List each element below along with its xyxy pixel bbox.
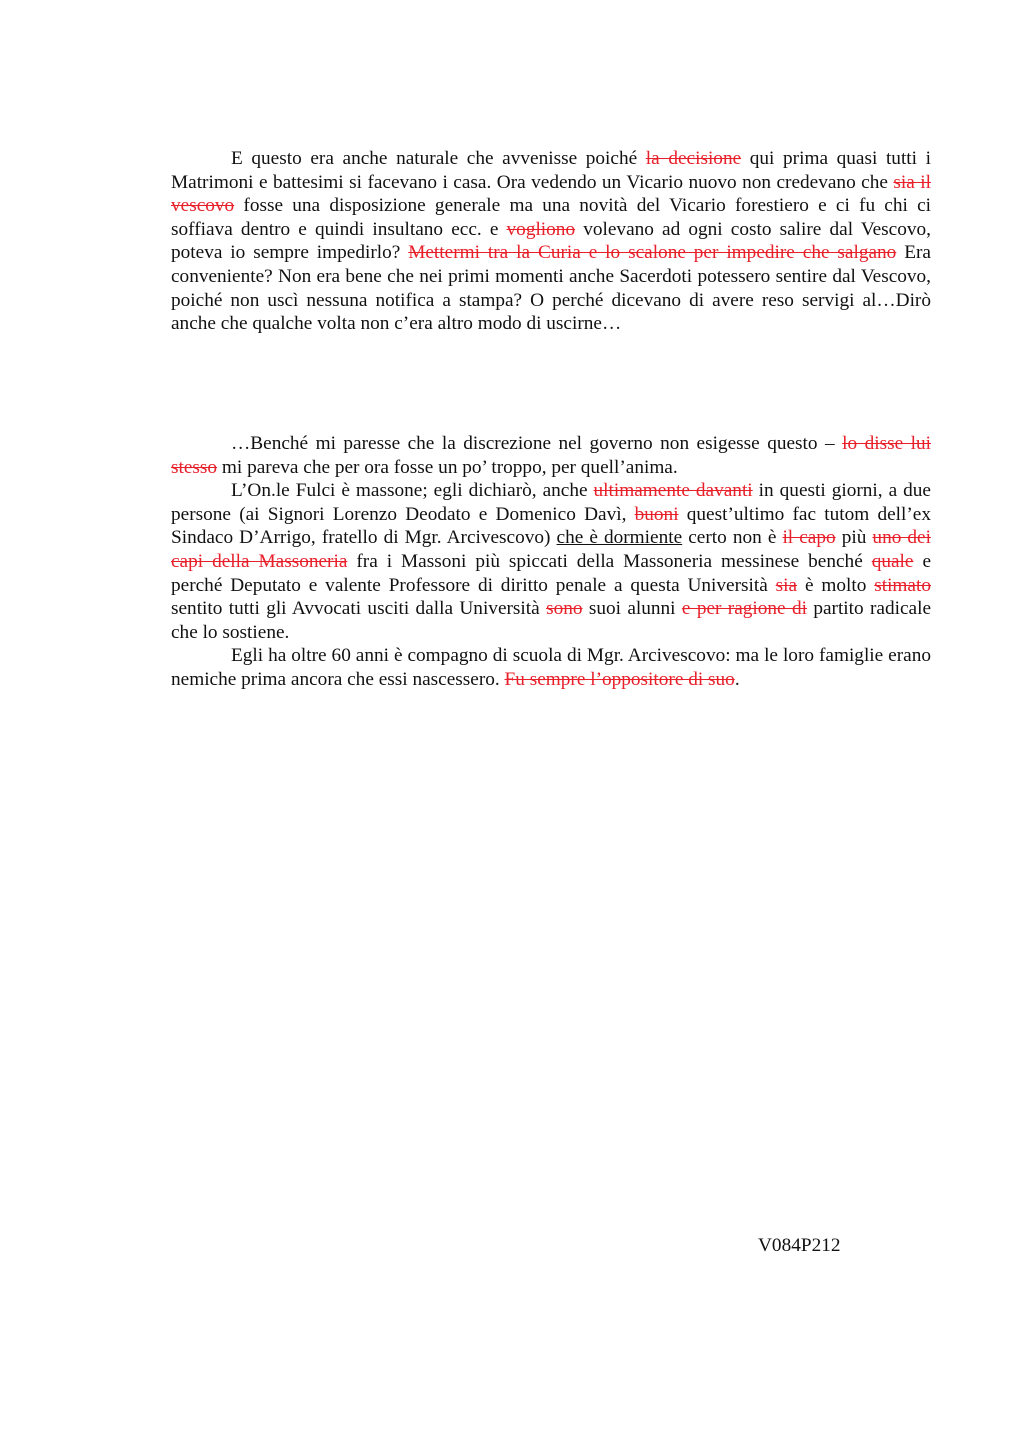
text-span: suoi alunni xyxy=(582,598,682,620)
deleted-text: sia xyxy=(775,574,798,596)
text-span: . xyxy=(734,668,740,690)
underlined-text: che è dormiente xyxy=(556,527,683,549)
text-span: sentito tutti gli Avvocati usciti dalla Università xyxy=(171,598,547,620)
deleted-text: quale xyxy=(871,550,914,572)
text-span: certo non è xyxy=(682,527,783,549)
deleted-text: Mettermi tra la Curia e lo scalone per impedire che salgano xyxy=(408,242,897,264)
deleted-text: ultimamente davanti xyxy=(593,480,753,502)
deleted-text: Fu sempre l’oppositore di suo xyxy=(504,668,735,690)
text-span: L’On.le Fulci è massone; egli dichiarò, anche xyxy=(231,480,594,502)
text-span: volevano ad ogni costo salire dal Vescovo, poteva io sempre impedirlo? xyxy=(171,218,931,264)
deleted-text: sono xyxy=(546,598,583,620)
text-span: fosse una disposizione generale ma una novità del Vicario forestiero e ci fu chi ci soffiava dentro e quindi insultano ecc. e xyxy=(171,195,931,240)
page-code: V084P212 xyxy=(758,1235,841,1256)
text-span: E questo era anche naturale che avvenisse poiché xyxy=(231,148,646,169)
deleted-text: sia il vescovo xyxy=(171,171,932,217)
deleted-text: vogliono xyxy=(506,218,576,240)
text-span: mi pareva che per ora fosse un po’ troppo, per quell’anima. xyxy=(217,456,678,478)
text-span: più xyxy=(835,527,873,549)
text-block-second xyxy=(171,432,931,692)
deleted-text: il capo xyxy=(782,527,836,549)
deleted-text: stimato xyxy=(874,574,931,596)
paragraph xyxy=(171,644,931,691)
text-span: Era conveniente? Non era bene che nei primi momenti anche Sacerdoti potessero sentire dal Vescovo, poiché non uscì nessuna notifica a stampa? O perché dicevano di avere reso servigi al…Dirò anche che qualche volta non c’era altro modo di uscirne… xyxy=(171,242,931,335)
text-block-first xyxy=(171,147,931,336)
paragraph xyxy=(171,479,931,644)
deleted-text: uno dei capi della Massoneria xyxy=(171,527,931,572)
deleted-text: lo disse lui stesso xyxy=(171,433,931,478)
text-span: in questi giorni, a due persone (ai Signori Lorenzo Deodato e Domenico Davì, xyxy=(171,480,931,525)
text-span: …Benché mi paresse che la discrezione nel governo non esigesse questo – xyxy=(231,433,843,454)
text-span: fra i Massoni più spiccati della Massoneria messinese benché xyxy=(347,550,872,572)
deleted-text: la decisione xyxy=(645,148,742,169)
paragraph xyxy=(171,147,931,336)
text-span: partito radicale che lo sostiene. xyxy=(171,598,932,643)
deleted-text: e per ragione di xyxy=(681,598,807,620)
paragraph xyxy=(171,432,931,479)
deleted-text: buoni xyxy=(634,503,679,525)
text-span: qui prima quasi tutti i Matrimoni e battesimi si facevano i casa. Ora vedendo un Vicario nuovo non credevano che xyxy=(171,148,932,193)
text-span: e perché Deputato e valente Professore di diritto penale a questa Università xyxy=(171,550,931,596)
text-span: quest’ultimo fac tutom dell’ex Sindaco D’Arrigo, fratello di Mgr. Arcivescovo) xyxy=(171,503,931,549)
text-span: è molto xyxy=(797,574,875,596)
text-span: Egli ha oltre 60 anni è compagno di scuola di Mgr. Arcivescovo: ma le loro famiglie erano nemiche prima ancora che essi nascessero. xyxy=(171,645,931,690)
